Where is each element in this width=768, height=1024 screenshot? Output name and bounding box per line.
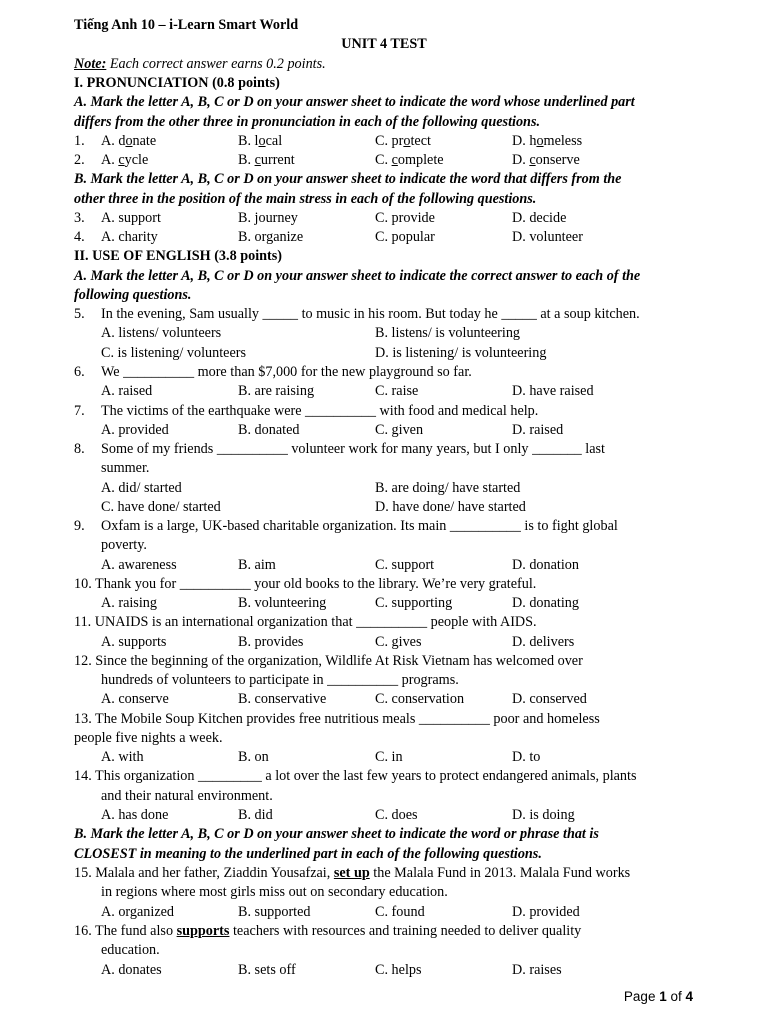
option-d: D. have raised <box>512 383 594 399</box>
option-a: A. raising <box>101 595 157 611</box>
option-d: D. donating <box>512 595 579 611</box>
underlined-phrase: set up <box>333 865 370 881</box>
question-number: 3. <box>74 210 85 226</box>
option-b: B. organize <box>238 229 304 245</box>
option-a: A. provided <box>101 422 169 438</box>
option-d: D. raised <box>512 422 564 438</box>
option-a: A. donates <box>101 962 162 978</box>
option-d: D. delivers <box>512 634 575 650</box>
course-title: Tiếng Anh 10 – i-Learn Smart World <box>74 17 299 33</box>
option-b: B. local <box>238 133 283 149</box>
option-d: D. to <box>512 749 541 765</box>
question-text-cont: in regions where most girls miss out on secondary education. <box>101 884 448 900</box>
option-c: C. protect <box>375 133 431 149</box>
option-b: B. are raising <box>238 383 315 399</box>
option-d: D. is listening/ is volunteering <box>375 345 547 361</box>
option-a: A. conserve <box>101 691 169 707</box>
question-11-stem: 11. UNAIDS is an international organization that __________ people with AIDS. <box>74 614 537 630</box>
option-d: D. conserve <box>512 152 580 168</box>
question-number: 5. <box>74 306 85 322</box>
option-a: A. did/ started <box>101 480 182 496</box>
question-text-cont: education. <box>101 942 160 958</box>
question-number: 8. <box>74 441 85 457</box>
option-c: C. have done/ started <box>101 499 221 515</box>
option-b: B. on <box>238 749 269 765</box>
option-a: A. cycle <box>101 152 149 168</box>
question-15-stem: 15. Malala and her father, Ziaddin Yousafzai, set up the Malala Fund in 2013. Malala Fund works <box>74 865 631 881</box>
option-a: A. raised <box>101 383 153 399</box>
option-c: C. complete <box>375 152 444 168</box>
option-c: C. found <box>375 904 425 920</box>
unit-title: UNIT 4 TEST <box>341 36 427 52</box>
question-text-cont: and their natural environment. <box>101 788 273 804</box>
question-text: In the evening, Sam usually _____ to music in his room. But today he _____ at a soup kitchen. <box>101 306 640 322</box>
instruction-b-line2: other three in the position of the main stress in each of the following questions. <box>74 191 537 207</box>
option-a: A. donate <box>101 133 157 149</box>
note-text: Each correct answer earns 0.2 points. <box>106 56 326 72</box>
option-b: B. volunteering <box>238 595 327 611</box>
option-c: C. given <box>375 422 424 438</box>
option-c: C. helps <box>375 962 422 978</box>
option-c: C. popular <box>375 229 435 245</box>
note-label: Note: <box>74 56 107 72</box>
question-16-stem: 16. The fund also supports teachers with resources and training needed to deliver quality <box>74 923 582 939</box>
option-a: A. has done <box>101 807 169 823</box>
option-c: C. provide <box>375 210 435 226</box>
question-10-stem: 10. Thank you for __________ your old books to the library. We’re very grateful. <box>74 576 537 592</box>
option-c: C. does <box>375 807 418 823</box>
question-14-stem: 14. This organization _________ a lot over the last few years to protect endangered animals, plants <box>74 768 637 784</box>
question-number: 7. <box>74 403 85 419</box>
option-b: B. conservative <box>238 691 327 707</box>
option-d: D. is doing <box>512 807 575 823</box>
question-text: We __________ more than $7,000 for the new playground so far. <box>101 364 472 380</box>
instruction-2b-line1: B. Mark the letter A, B, C or D on your answer sheet to indicate the word or phrase that is <box>74 826 599 842</box>
option-a: A. listens/ volunteers <box>101 325 222 341</box>
option-c: C. support <box>375 557 435 573</box>
option-b: B. listens/ is volunteering <box>375 325 521 341</box>
option-b: B. provides <box>238 634 304 650</box>
option-a: A. supports <box>101 634 167 650</box>
option-c: C. supporting <box>375 595 453 611</box>
page-total: 4 <box>685 989 693 1004</box>
option-b: B. current <box>238 152 295 168</box>
option-a: A. charity <box>101 229 158 245</box>
scoring-note <box>74 55 718 74</box>
option-a: A. support <box>101 210 161 226</box>
option-c: C. gives <box>375 634 422 650</box>
option-a: A. with <box>101 749 144 765</box>
option-c: C. is listening/ volunteers <box>101 345 247 361</box>
option-d: D. conserved <box>512 691 587 707</box>
question-text-cont: poverty. <box>101 537 147 553</box>
question-number: 9. <box>74 518 85 534</box>
page-number: 1 <box>659 989 667 1004</box>
option-c: C. in <box>375 749 403 765</box>
option-b: B. sets off <box>238 962 296 978</box>
question-text-cont: summer. <box>101 460 150 476</box>
option-b: B. are doing/ have started <box>375 480 521 496</box>
question-text: The victims of the earthquake were __________ with food and medical help. <box>101 403 539 419</box>
page-footer: Page 1 of 4 <box>623 989 693 1004</box>
section-use-of-english-title: II. USE OF ENGLISH (3.8 points) <box>74 248 282 264</box>
question-text: Oxfam is a large, UK-based charitable organization. Its main __________ is to fight global <box>101 518 618 534</box>
section-pronunciation-title: I. PRONUNCIATION (0.8 points) <box>74 75 280 91</box>
option-d: D. provided <box>512 904 580 920</box>
instruction-2a-line1: A. Mark the letter A, B, C or D on your answer sheet to indicate the correct answer to each of the <box>74 268 641 284</box>
option-a: A. awareness <box>101 557 177 573</box>
question-number: 1. <box>74 133 85 149</box>
instruction-a-line2: differs from the other three in pronunciation in each of the following questions. <box>74 114 541 130</box>
question-text-cont: hundreds of volunteers to participate in __________ programs. <box>101 672 459 688</box>
option-d: D. decide <box>512 210 567 226</box>
underlined-phrase: supports <box>176 923 230 939</box>
instruction-a-line1: A. Mark the letter A, B, C or D on your answer sheet to indicate the word whose underlined part <box>74 94 635 110</box>
option-c: C. conservation <box>375 691 465 707</box>
option-a: A. organized <box>101 904 175 920</box>
instruction-2b-line2: CLOSEST in meaning to the underlined part in each of the following questions. <box>74 846 542 862</box>
instruction-2a-line2: following questions. <box>74 287 192 303</box>
option-c: C. raise <box>375 383 419 399</box>
option-d: D. have done/ have started <box>375 499 526 515</box>
option-d: D. donation <box>512 557 579 573</box>
option-b: B. journey <box>238 210 298 226</box>
option-d: D. raises <box>512 962 562 978</box>
option-d: D. homeless <box>512 133 583 149</box>
option-b: B. supported <box>238 904 311 920</box>
option-b: B. did <box>238 807 273 823</box>
question-12-stem: 12. Since the beginning of the organization, Wildlife At Risk Vietnam has welcomed over <box>74 653 583 669</box>
instruction-b-line1: B. Mark the letter A, B, C or D on your answer sheet to indicate the word that differs from the <box>74 171 622 187</box>
question-13-stem-cont: people five nights a week. <box>74 730 223 746</box>
option-b: B. aim <box>238 557 276 573</box>
option-d: D. volunteer <box>512 229 583 245</box>
question-text: Some of my friends __________ volunteer work for many years, but I only _______ last <box>101 441 605 457</box>
question-number: 6. <box>74 364 85 380</box>
option-b: B. donated <box>238 422 300 438</box>
question-number: 4. <box>74 229 85 245</box>
question-13-stem: 13. The Mobile Soup Kitchen provides free nutritious meals __________ poor and homeless <box>74 711 600 727</box>
question-number: 2. <box>74 152 85 168</box>
